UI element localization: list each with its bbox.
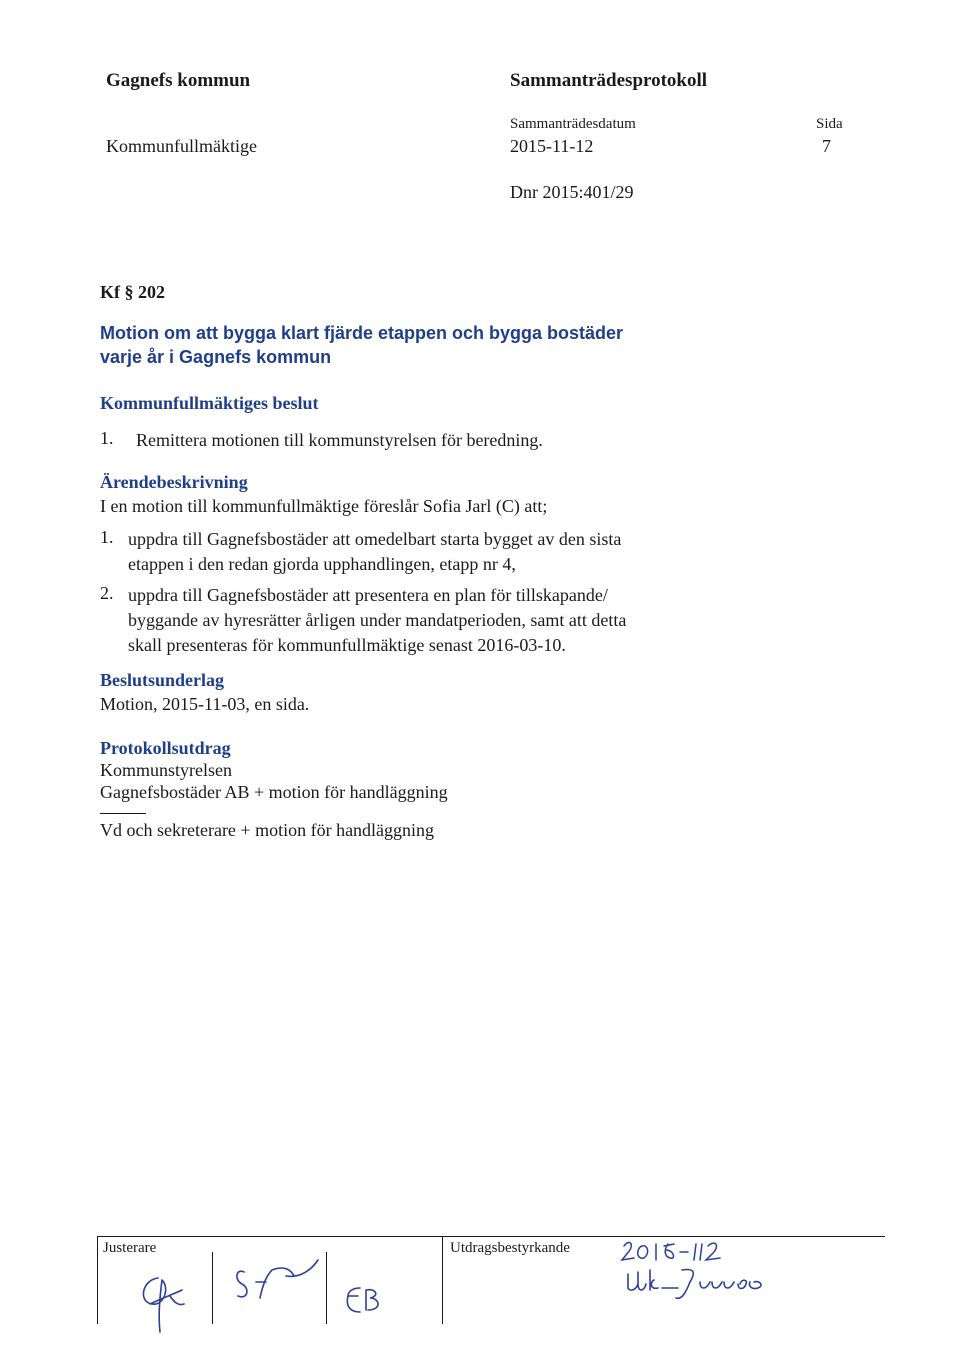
footer-divider-3	[442, 1236, 443, 1324]
description-item-2-line1: uppdra till Gagnefsbostäder att presentera en plan för tillskapande/	[128, 585, 608, 605]
description-item-1-line2: etappen i den redan gjorda upphandlingen, etapp nr 4,	[128, 554, 516, 574]
adjusters-label: Justerare	[103, 1240, 157, 1256]
description-intro: I en motion till kommunfullmäktige föreslår Sofia Jarl (C) att;	[100, 496, 548, 516]
body-name: Kommunfullmäktige	[106, 136, 257, 156]
excerpt-after-rule: Vd och sekreterare + motion för handläggning	[100, 820, 435, 840]
basis-heading: Beslutsunderlag	[100, 670, 225, 690]
footer-divider-1	[212, 1252, 213, 1324]
footer-top-rule	[97, 1236, 885, 1237]
footer-divider-2	[326, 1252, 327, 1324]
doc-type: Sammanträdesprotokoll	[510, 70, 708, 91]
excerpt-heading: Protokollsutdrag	[100, 738, 231, 758]
decision-item-number: 1.	[100, 428, 114, 448]
page-label: Sida	[816, 116, 843, 132]
org-name: Gagnefs kommun	[106, 70, 251, 91]
section-title-line1: Motion om att bygga klart fjärde etappen och bygga bostäder	[100, 323, 624, 343]
description-item-1-number: 1.	[100, 527, 114, 547]
signature-initials-3	[340, 1280, 390, 1325]
dnr: Dnr 2015:401/29	[510, 182, 634, 202]
excerpt-rule	[100, 813, 146, 814]
certifier-label: Utdragsbestyrkande	[450, 1240, 570, 1256]
description-item-2-number: 2.	[100, 583, 114, 603]
description-item-2-line2: byggande av hyresrätter årligen under mandatperioden, samt att detta	[128, 610, 627, 630]
excerpt-recipient: Gagnefsbostäder AB + motion för handläggning	[100, 782, 448, 802]
signature-initials-1	[130, 1268, 200, 1338]
description-item-2-line3: skall presenteras för kommunfullmäktige senast 2016-03-10.	[128, 635, 566, 655]
section-title-line2: varje år i Gagnefs kommun	[100, 347, 332, 367]
page-number: 7	[822, 136, 831, 156]
section-number: Kf § 202	[100, 282, 165, 302]
description-heading: Ärendebeskrivning	[100, 472, 248, 492]
date-label: Sammanträdesdatum	[510, 116, 636, 132]
basis-text: Motion, 2015-11-03, en sida.	[100, 694, 310, 714]
meeting-date: 2015-11-12	[510, 136, 594, 156]
footer-left-rule	[97, 1236, 98, 1324]
signature-certifier	[620, 1262, 780, 1308]
description-item-1-line1: uppdra till Gagnefsbostäder att omedelbart starta bygget av den sista	[128, 529, 622, 549]
excerpt-recipient: Kommunstyrelsen	[100, 760, 232, 780]
decision-item-text: Remittera motionen till kommunstyrelsen för beredning.	[136, 430, 543, 450]
signature-initials-2	[226, 1250, 326, 1310]
decision-heading: Kommunfullmäktiges beslut	[100, 393, 319, 413]
